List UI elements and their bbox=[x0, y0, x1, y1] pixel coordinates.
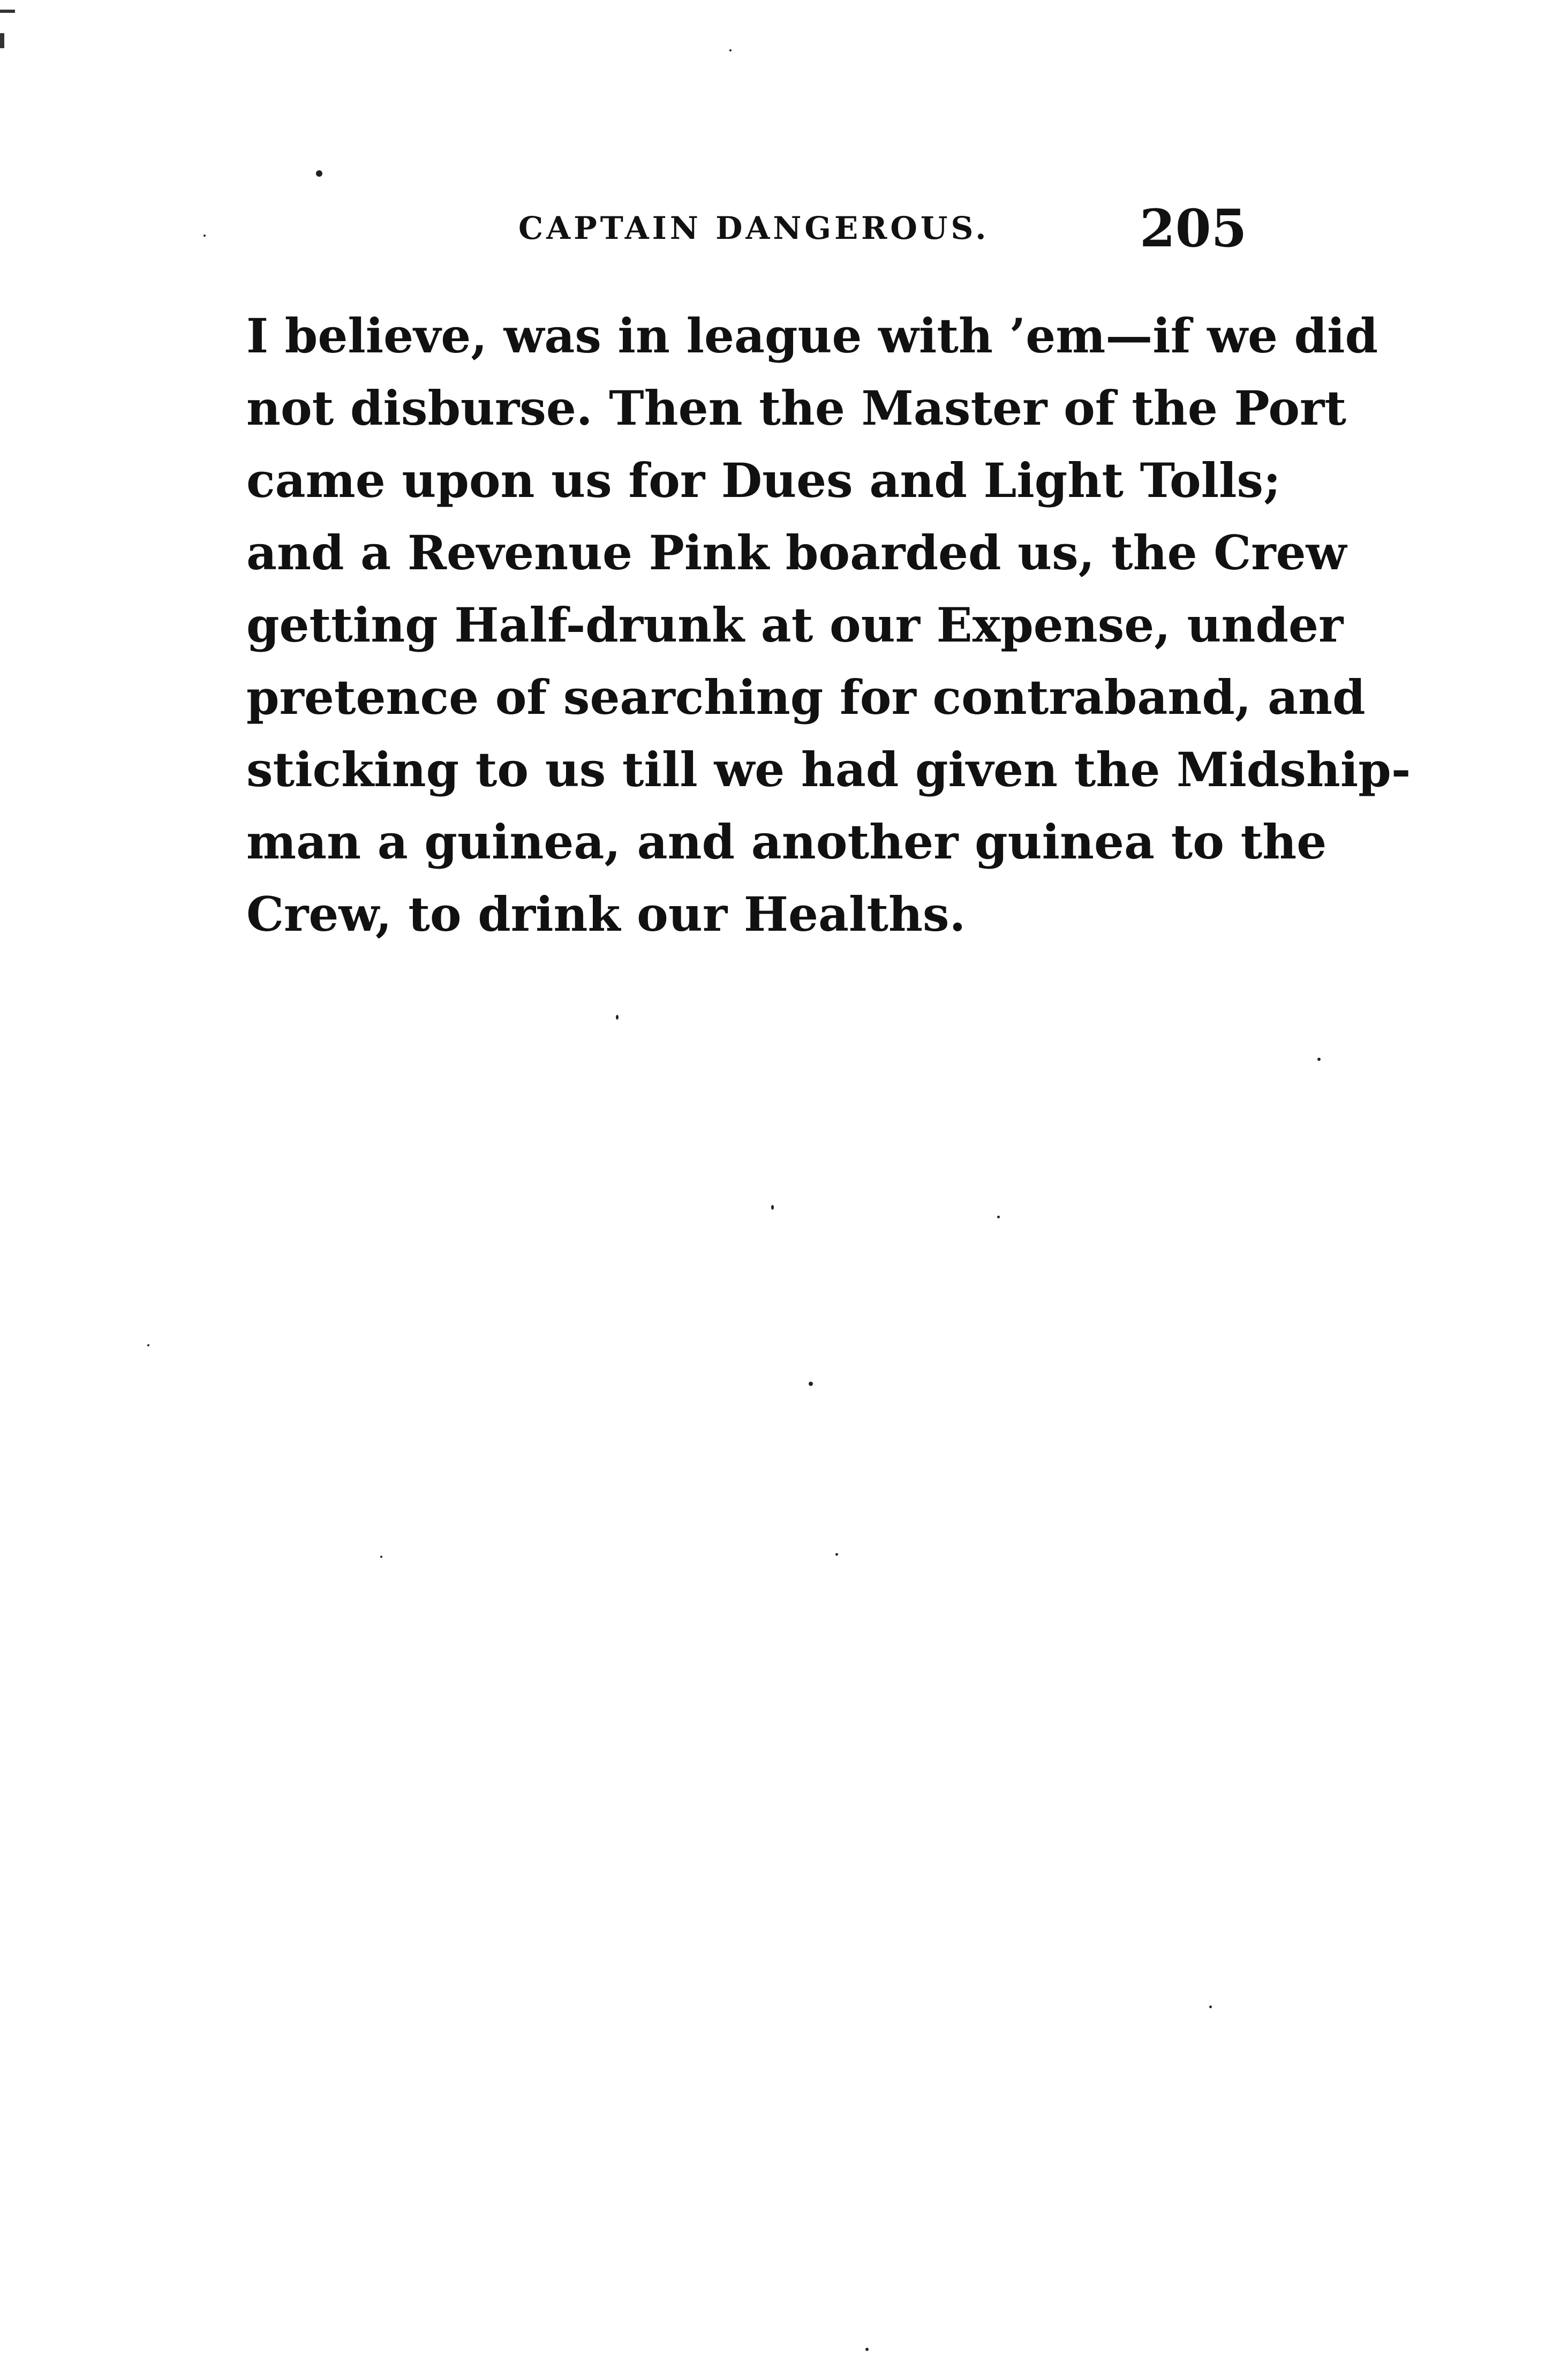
scan-speck bbox=[380, 1556, 382, 1558]
text-line: sticking to us till we had given the Midship- bbox=[246, 742, 1411, 797]
scan-speck bbox=[316, 170, 322, 177]
scan-speck bbox=[771, 1205, 774, 1210]
scan-speck bbox=[1209, 2006, 1212, 2008]
text-line: getting Half-drunk at our Expense, under bbox=[246, 597, 1344, 653]
running-title: CAPTAIN DANGEROUS. bbox=[518, 210, 990, 246]
scan-speck bbox=[997, 1216, 1000, 1218]
scan-speck bbox=[203, 235, 206, 237]
scan-edge-mark bbox=[0, 33, 4, 48]
scan-speck bbox=[1317, 1058, 1321, 1061]
scan-speck bbox=[729, 49, 732, 51]
text-line: I believe, was in league with ’em—if we did bbox=[246, 308, 1378, 364]
body-text bbox=[246, 300, 1411, 951]
scan-speck bbox=[809, 1382, 813, 1386]
scan-speck bbox=[865, 2348, 869, 2351]
running-head bbox=[0, 198, 1568, 262]
page-number: 205 bbox=[1140, 198, 1247, 259]
scan-edge-mark bbox=[0, 10, 15, 13]
text-line: Crew, to drink our Healths. bbox=[246, 886, 966, 942]
scan-speck bbox=[835, 1553, 838, 1556]
scan-speck bbox=[147, 1344, 149, 1346]
text-line: man a guinea, and another guinea to the bbox=[246, 814, 1327, 870]
text-line: came upon us for Dues and Light Tolls; bbox=[246, 453, 1281, 508]
scan-speck bbox=[616, 1015, 619, 1020]
text-line: not disburse. Then the Master of the Port bbox=[246, 380, 1347, 436]
text-line: pretence of searching for contraband, and bbox=[246, 669, 1366, 725]
text-line: and a Revenue Pink boarded us, the Crew bbox=[246, 525, 1347, 581]
